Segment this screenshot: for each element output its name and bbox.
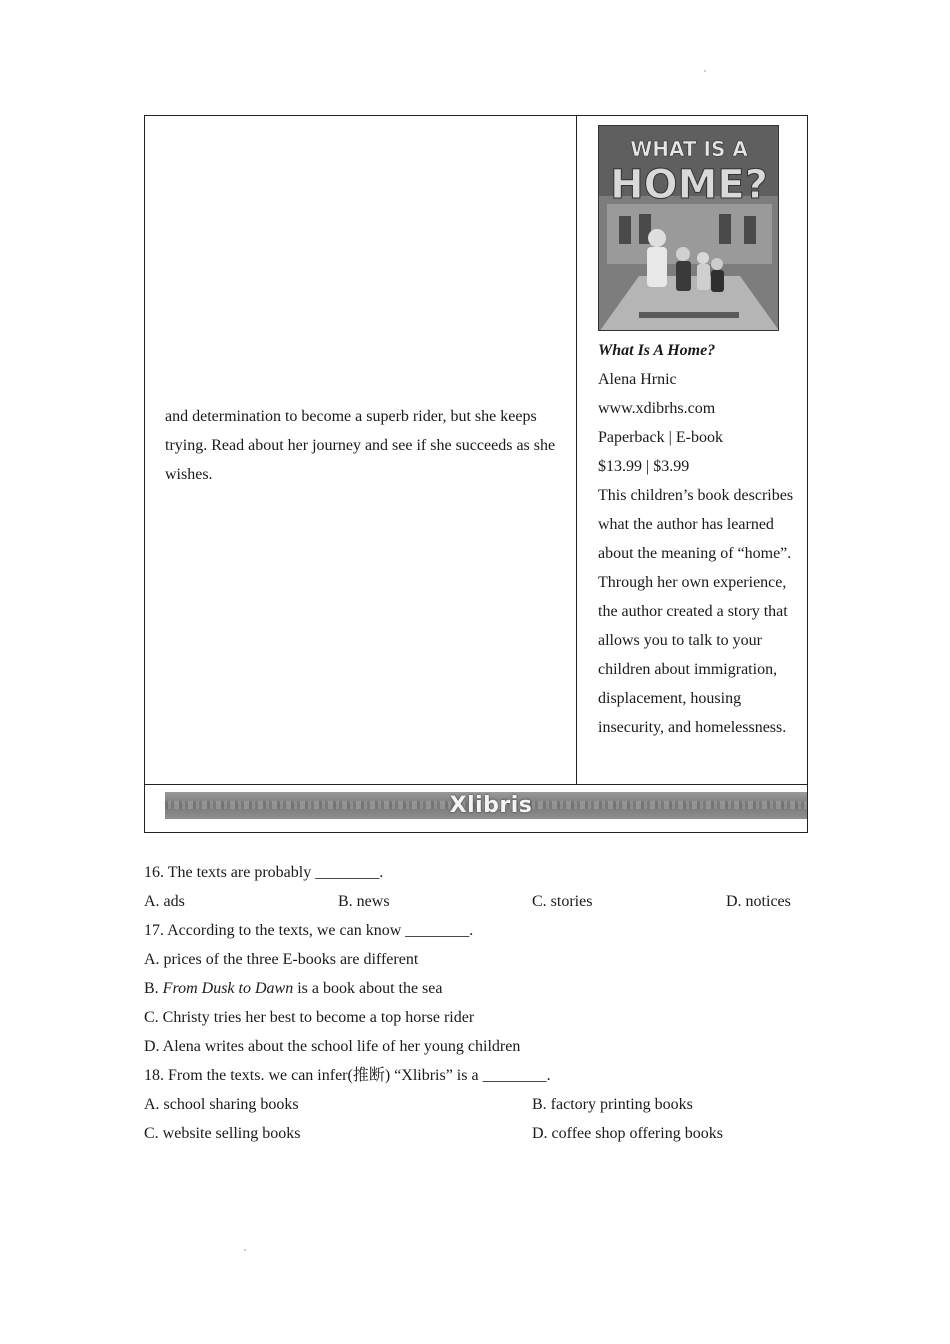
question-18-stem: 18. From the texts. we can infer(推断) “Xlibris” is a ________. — [144, 1067, 551, 1084]
page-mark-bottom — [244, 1249, 246, 1251]
q18-option-d: D. coffee shop offering books — [532, 1125, 723, 1142]
ad-right-cell — [577, 116, 809, 784]
q16-option-c: C. stories — [532, 893, 593, 910]
q16-option-b: B. news — [338, 893, 390, 910]
question-17-stem: 17. According to the texts, we can know ________. — [144, 922, 474, 939]
book-description: This children’s book describes what the author has learned about the meaning of “home”. Through her own experience, the author created a story that allows you to talk to your children about immigration, displacement, housing insecurity, and homelessness. — [598, 487, 794, 736]
q16-option-a: A. ads — [144, 893, 185, 910]
book-info — [598, 336, 804, 742]
question-18-options-row2 — [144, 1119, 808, 1148]
q16-option-d: D. notices — [726, 893, 791, 910]
book-cover-image — [598, 125, 779, 331]
book-prices: $13.99 | $3.99 — [598, 458, 690, 475]
cover-title-line1: WHAT IS A — [630, 137, 748, 161]
q17-option-b-suffix: is a book about the sea — [293, 980, 443, 997]
q18-option-c: C. website selling books — [144, 1125, 301, 1142]
book-title: What Is A Home? — [598, 342, 716, 359]
book-author: Alena Hrnic — [598, 371, 677, 388]
ad-left-text: and determination to become a superb rider, but she keeps trying. Read about her journey and see if she succeeds as she wishes. — [165, 408, 556, 483]
q17-option-c: C. Christy tries her best to become a top horse rider — [144, 1009, 475, 1026]
xlibris-logo: Xlibris — [449, 793, 533, 818]
q17-option-a: A. prices of the three E-books are different — [144, 951, 419, 968]
q18-option-b: B. factory printing books — [532, 1096, 693, 1113]
book-website: www.xdibrhs.com — [598, 400, 716, 417]
q18-option-a: A. school sharing books — [144, 1096, 299, 1113]
cover-title-line2: HOME? — [610, 162, 768, 208]
ad-left-cell — [145, 116, 577, 784]
book-formats: Paperback | E-book — [598, 429, 723, 446]
q17-option-b-title: From Dusk to Dawn — [162, 980, 294, 997]
q17-option-b-prefix: B. — [144, 980, 163, 997]
question-16-options — [144, 887, 808, 916]
question-16-stem: 16. The texts are probably ________. — [144, 864, 384, 881]
q17-option-d: D. Alena writes about the school life of her young children — [144, 1038, 521, 1055]
questions-section — [144, 858, 808, 1148]
page-mark-top — [704, 70, 706, 72]
xlibris-banner — [165, 792, 807, 819]
banner-row — [145, 784, 807, 832]
ads-table — [144, 115, 808, 833]
q17-option-b — [144, 974, 808, 1003]
question-18-options-row1 — [144, 1090, 808, 1119]
